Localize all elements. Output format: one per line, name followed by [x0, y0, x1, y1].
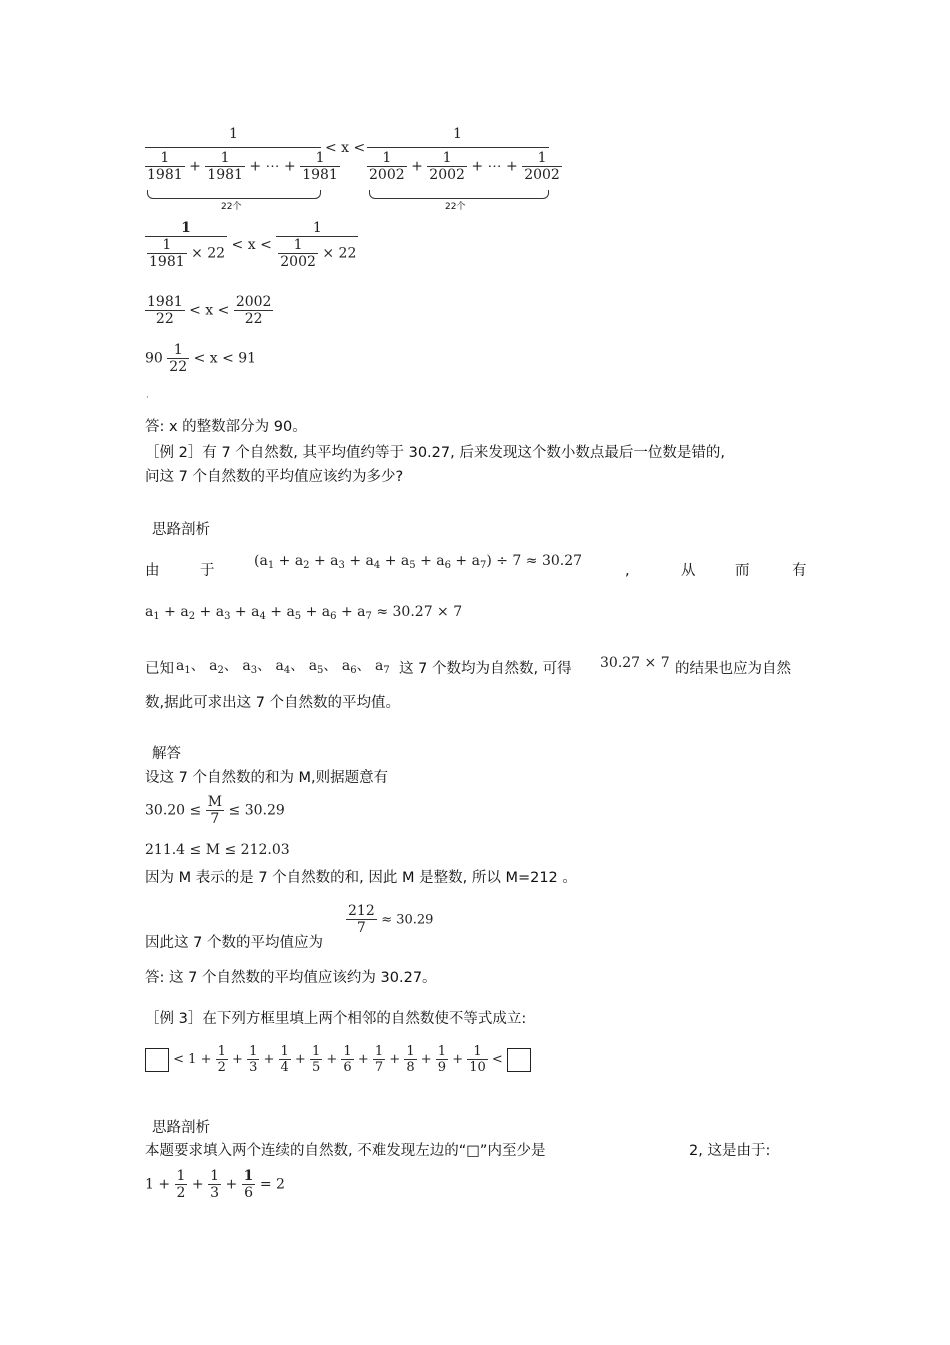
- analysis-3-line-right: 2, 这是由于:: [689, 1143, 771, 1159]
- eq4-den: 22: [169, 359, 188, 375]
- ineq1-num: M: [207, 794, 223, 810]
- eq1-mid: < x <: [325, 140, 366, 156]
- equation-3: [145, 294, 273, 327]
- eq2-right-inner-den: 2002: [280, 254, 316, 270]
- eq2-right-inner-num: 1: [293, 237, 303, 253]
- eq1-right-denominator: $\frac{1}{2002}$ + $\frac{1}{2002}$ + ⋯ + $\frac{1}{2002}$: [369, 150, 560, 183]
- ex3-frac-num: 1: [437, 1044, 447, 1059]
- eq1-left-term-num: 1: [315, 150, 325, 166]
- ex3-frac-den: 4: [280, 1060, 289, 1075]
- eq1-right-term-num: 1: [382, 150, 392, 166]
- eq1-left-term-den: 1981: [147, 167, 183, 183]
- eq1-right-term-den: 2002: [369, 167, 405, 183]
- ex3-frac-num: 1: [280, 1044, 289, 1059]
- thus-word-3: 有: [792, 563, 807, 579]
- by-word-2: 于: [200, 563, 215, 579]
- eq2-left-inner-den: 1981: [149, 254, 185, 270]
- known-vars: $a_1$、 $a_2$、 $a_3$、 $a_4$、 $a_5$、 $a_6$、 $a_7$: [176, 658, 390, 676]
- ex3-frac-den: 8: [406, 1060, 415, 1075]
- known-suffix: 的结果也应为自然: [675, 661, 791, 677]
- formula-sum: $a_1 + a_2 + a_3 + a_4 + a_5 + a_6 + a_7 \approx 30.27 \times 7$: [145, 604, 463, 622]
- equation-1: [145, 126, 560, 216]
- eq4-num: 1: [173, 342, 183, 358]
- eq1-right-term-den: 2002: [524, 167, 560, 183]
- eq2-right-times: × 22: [322, 245, 357, 262]
- example-2-line-2: 问这 7 个自然数的平均值应该约为多少?: [145, 469, 404, 485]
- known-prefix: 已知: [145, 661, 174, 677]
- eq5-frac-num: 1: [210, 1168, 220, 1184]
- ex3-frac-den: 10: [469, 1060, 486, 1075]
- analysis-3-equation: 1 + $\frac{1}{2}$ + $\frac{1}{3}$ + $\frac{1}{6}$ = 2: [145, 1168, 285, 1201]
- eq3-left-num: 1981: [147, 294, 183, 310]
- eq2-right-num: 1: [312, 220, 322, 236]
- eq1-right-term-den: 2002: [429, 167, 465, 183]
- inequality-1: [145, 794, 285, 827]
- ex3-frac-den: 6: [343, 1060, 352, 1075]
- ineq1-den: 7: [206, 810, 224, 827]
- eq2-right-den: [276, 236, 358, 270]
- thus-word-2: 而: [735, 563, 750, 579]
- inequality-2: 211.4 ≤ M ≤ 212.03: [145, 842, 290, 858]
- eq1-right-term-num: 1: [537, 150, 547, 166]
- ex3-frac-num: 1: [217, 1044, 226, 1059]
- eq1-right-numerator: 1: [453, 126, 462, 142]
- formula-comma: ,: [625, 563, 630, 579]
- eq1-right-count: 22个: [445, 202, 466, 212]
- eq1-left-denominator: $\frac{1}{1981}$ + $\frac{1}{1981}$ + ⋯ + $\frac{1}{1981}$: [147, 150, 338, 183]
- solution-2-line-2: 因为 M 表示的是 7 个自然数的和, 因此 M 是整数, 所以 M=212 。: [145, 870, 577, 886]
- eq5-frac-num: 1: [243, 1168, 254, 1184]
- ex3-lt1: < 1 +: [173, 1052, 212, 1067]
- example-3-line: ［例 3］在下列方框里填上两个相邻的自然数使不等式成立:: [145, 1011, 527, 1027]
- eq1-left-term-num: 1: [220, 150, 230, 166]
- equation-4: [145, 342, 256, 375]
- solution-2-answer: 答: 这 7 个自然数的平均值应该约为 30.27。: [145, 970, 437, 986]
- eq2-left-num: 1: [181, 220, 191, 236]
- ex3-frac-den: 3: [249, 1060, 258, 1075]
- eq1-left-term-den: 1981: [302, 167, 338, 183]
- example-2-line-1: ［例 2］有 7 个自然数, 其平均值约等于 30.27, 后来发现这个数小数点最后一位数是错的,: [145, 445, 725, 461]
- ex3-frac-den: 5: [311, 1060, 321, 1075]
- eq1-left-brace: [147, 190, 321, 199]
- eq5-frac-den: 6: [242, 1184, 256, 1201]
- eq1-right-fraction-bar: [367, 147, 549, 148]
- eq5-frac-den: 2: [176, 1185, 186, 1201]
- ex3-frac-num: 1: [249, 1044, 258, 1059]
- ex3-frac-den: 2: [217, 1060, 226, 1075]
- known-mid: 这 7 个数均为自然数, 可得: [399, 661, 572, 677]
- ineq1-left: 30.20 ≤: [145, 802, 202, 819]
- eq1-right-term-num: 1: [442, 150, 452, 166]
- eq2-mid: < x <: [231, 237, 272, 253]
- ex3-frac-den: 7: [374, 1060, 384, 1075]
- thus-word-1: 从: [681, 563, 696, 579]
- known-continuation: 数,据此可求出这 7 个自然数的平均值。: [145, 695, 401, 711]
- eq1-left-term-num: 1: [160, 150, 170, 166]
- ex3-frac-num: 1: [473, 1044, 482, 1059]
- avg-frac-num: 212: [348, 903, 375, 919]
- analysis-3-line-left: 本题要求填入两个连续的自然数, 不难发现左边的“□”内至少是: [145, 1143, 546, 1159]
- by-word-1: 由: [145, 563, 160, 579]
- eq2-right-fraction: [276, 220, 358, 270]
- solution-2-line-1: 设这 7 个自然数的和为 M,则据题意有: [145, 770, 389, 786]
- ex3-lt2: <: [491, 1052, 503, 1067]
- ex3-frac-den: 9: [437, 1060, 447, 1075]
- ex3-frac-num: 1: [343, 1044, 352, 1059]
- eq5-tail: = 2: [259, 1176, 285, 1193]
- eq2-left-fraction: [145, 220, 227, 270]
- ex3-frac-num: 1: [406, 1044, 415, 1059]
- ex3-frac-num: 1: [311, 1044, 321, 1059]
- eq1-left-numerator: 1: [229, 126, 238, 142]
- eq4-whole: 90: [145, 350, 163, 367]
- right-box[interactable]: [507, 1048, 531, 1072]
- eq3-right-den: 22: [234, 310, 274, 327]
- ex3-frac-num: 1: [374, 1044, 384, 1059]
- eq5-frac-num: 1: [176, 1168, 186, 1184]
- stray-dot: ·: [146, 393, 149, 403]
- eq4-rest: < x < 91: [193, 350, 257, 367]
- ineq1-right: ≤ 30.29: [228, 802, 285, 819]
- eq1-left-mid: + ⋯ +: [249, 158, 296, 175]
- eq1-right-mid: + ⋯ +: [471, 158, 518, 175]
- avg-frac-right: ≈ 30.29: [381, 912, 434, 928]
- eq5-lead: 1 +: [145, 1176, 171, 1193]
- eq1-left-term-den: 1981: [207, 167, 243, 183]
- eq1-left-count: 22个: [221, 202, 242, 212]
- eq2-left-inner-num: 1: [162, 237, 172, 253]
- eq2-left-times: × 22: [191, 245, 226, 262]
- eq1-left-fraction-bar: [145, 147, 321, 148]
- average-fraction: [346, 903, 433, 936]
- eq3-right-num: 2002: [235, 294, 272, 310]
- solution-2-heading: 解答: [152, 746, 181, 762]
- solution-2-line-3: 因此这 7 个数的平均值应为: [145, 935, 323, 951]
- left-box[interactable]: [145, 1048, 169, 1072]
- eq3-left-den: 22: [145, 310, 185, 327]
- example-3-inequality: < 1 + $\frac{1}{2}$ + $\frac{1}{3}$ + $\frac{1}{4}$ + $\frac{1}{5}$ + $\frac{1}{6}$ + $\frac{1}{7}$ + $\frac{1}{8}$ + $\frac{1}{9}$ + $\frac{1}{10}$ <: [145, 1044, 531, 1075]
- analysis-3-heading: 思路剖析: [152, 1120, 210, 1136]
- eq3-mid: < x <: [189, 302, 230, 319]
- avg-frac-den: 7: [346, 919, 377, 936]
- equation-2: [145, 220, 358, 290]
- analysis-2-heading: 思路剖析: [152, 522, 210, 538]
- answer-1: 答: x 的整数部分为 90。: [145, 419, 307, 435]
- formula-average: $(a_1 + a_2 + a_3 + a_4 + a_5 + a_6 + a_7) \div 7 \approx 30.27$: [254, 553, 583, 571]
- eq5-frac-den: 3: [210, 1185, 220, 1201]
- eq1-right-brace: [369, 190, 549, 199]
- eq2-left-den: [145, 236, 227, 270]
- known-expr: 30.27 × 7: [600, 655, 670, 671]
